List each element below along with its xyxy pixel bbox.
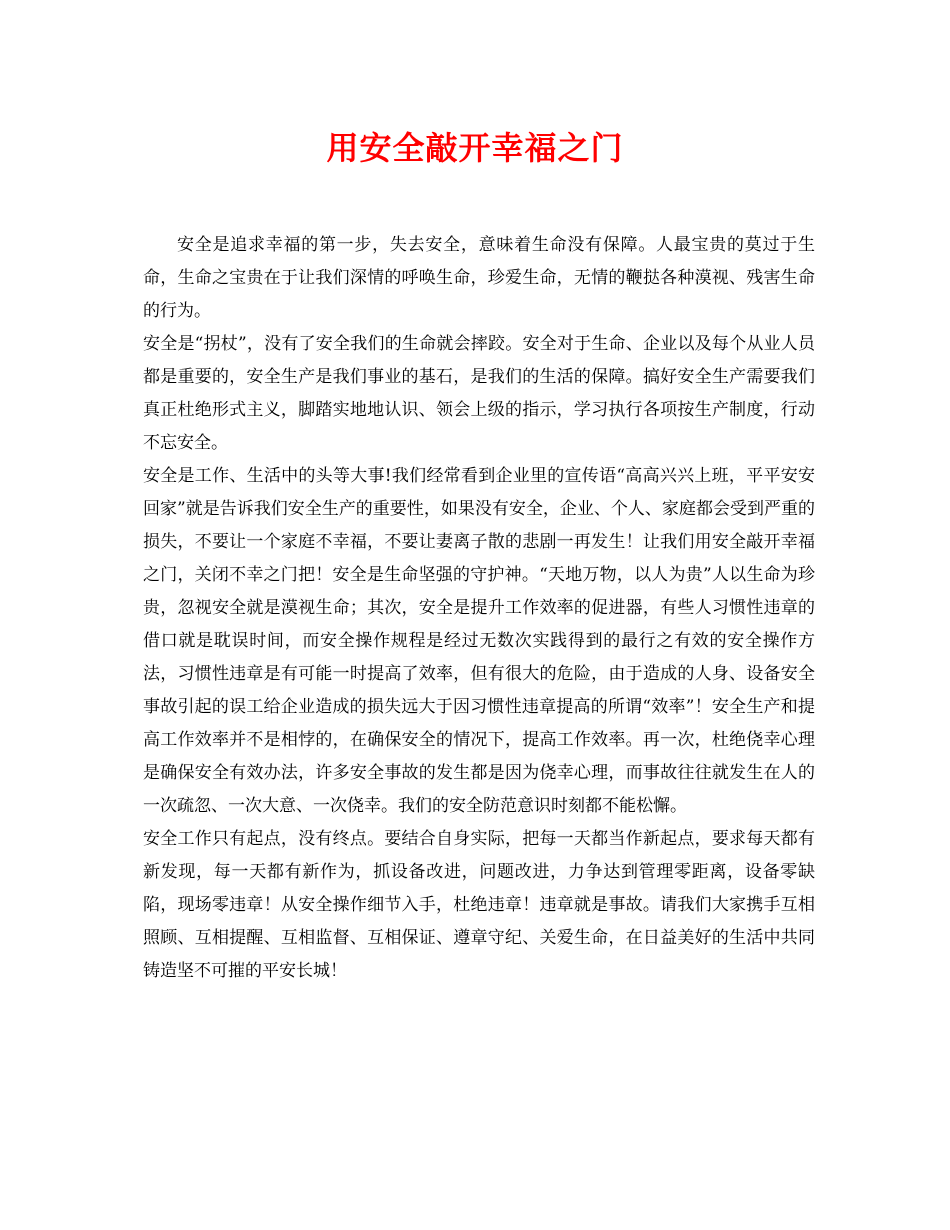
paragraph-2: 安全是“拐杖”，没有了安全我们的生命就会摔跤。安全对于生命、企业以及每个从业人员都是重要的，安全生产是我们事业的基石，是我们的生活的保障。搞好安全生产需要我们真正杜绝形式主义，脚踏实地地认识、领会上级的指示，学习执行各项按生产制度，行动不忘安全。 bbox=[143, 334, 815, 453]
document-title: 用安全敲开幸福之门 bbox=[326, 129, 624, 167]
paragraph-1: 安全是追求幸福的第一步，失去安全，意味着生命没有保障。人最宝贵的莫过于生命，生命之宝贵在于让我们深情的呼唤生命，珍爱生命，无情的鞭挞各种漠视、残害生命的行为。 bbox=[143, 235, 815, 321]
document-body bbox=[143, 229, 815, 988]
paragraph-4: 安全工作只有起点，没有终点。要结合自身实际，把每一天都当作新起点，要求每天都有新发现，每一天都有新作为，抓设备改进，问题改进，力争达到管理零距离，设备零缺陷，现场零违章！从安全操作细节入手，杜绝违章！违章就是事故。请我们大家携手互相照顾、互相提醒、互相监督、互相保证、遵章守纪、关爱生命，在日益美好的生活中共同铸造坚不可摧的平安长城！ bbox=[143, 829, 815, 981]
paragraph-3: 安全是工作、生活中的头等大事!我们经常看到企业里的宣传语“高高兴兴上班，平平安安回家”就是告诉我们安全生产的重要性，如果没有安全，企业、个人、家庭都会受到严重的损失，不要让一个家庭不幸福，不要让妻离子散的悲剧一再发生！让我们用安全敲开幸福之门，关闭不幸之门把！安全是生命坚强的守护神。“天地万物，以人为贵”人以生命为珍贵，忽视安全就是漠视生命；其次，安全是提升工作效率的促进器，有些人习惯性违章的借口就是耽误时间，而安全操作规程是经过无数次实践得到的最行之有效的安全操作方法，习惯性违章是有可能一时提高了效率，但有很大的危险，由于造成的人身、设备安全事故引起的误工给企业造成的损失远大于因习惯性违章提高的所谓“效率”！安全生产和提高工作效率并不是相悖的，在确保安全的情况下，提高工作效率。再一次，杜绝侥幸心理是确保安全有效办法，许多安全事故的发生都是因为侥幸心理，而事故往往就发生在人的一次疏忽、一次大意、一次侥幸。我们的安全防范意识时刻都不能松懈。 bbox=[143, 466, 815, 816]
